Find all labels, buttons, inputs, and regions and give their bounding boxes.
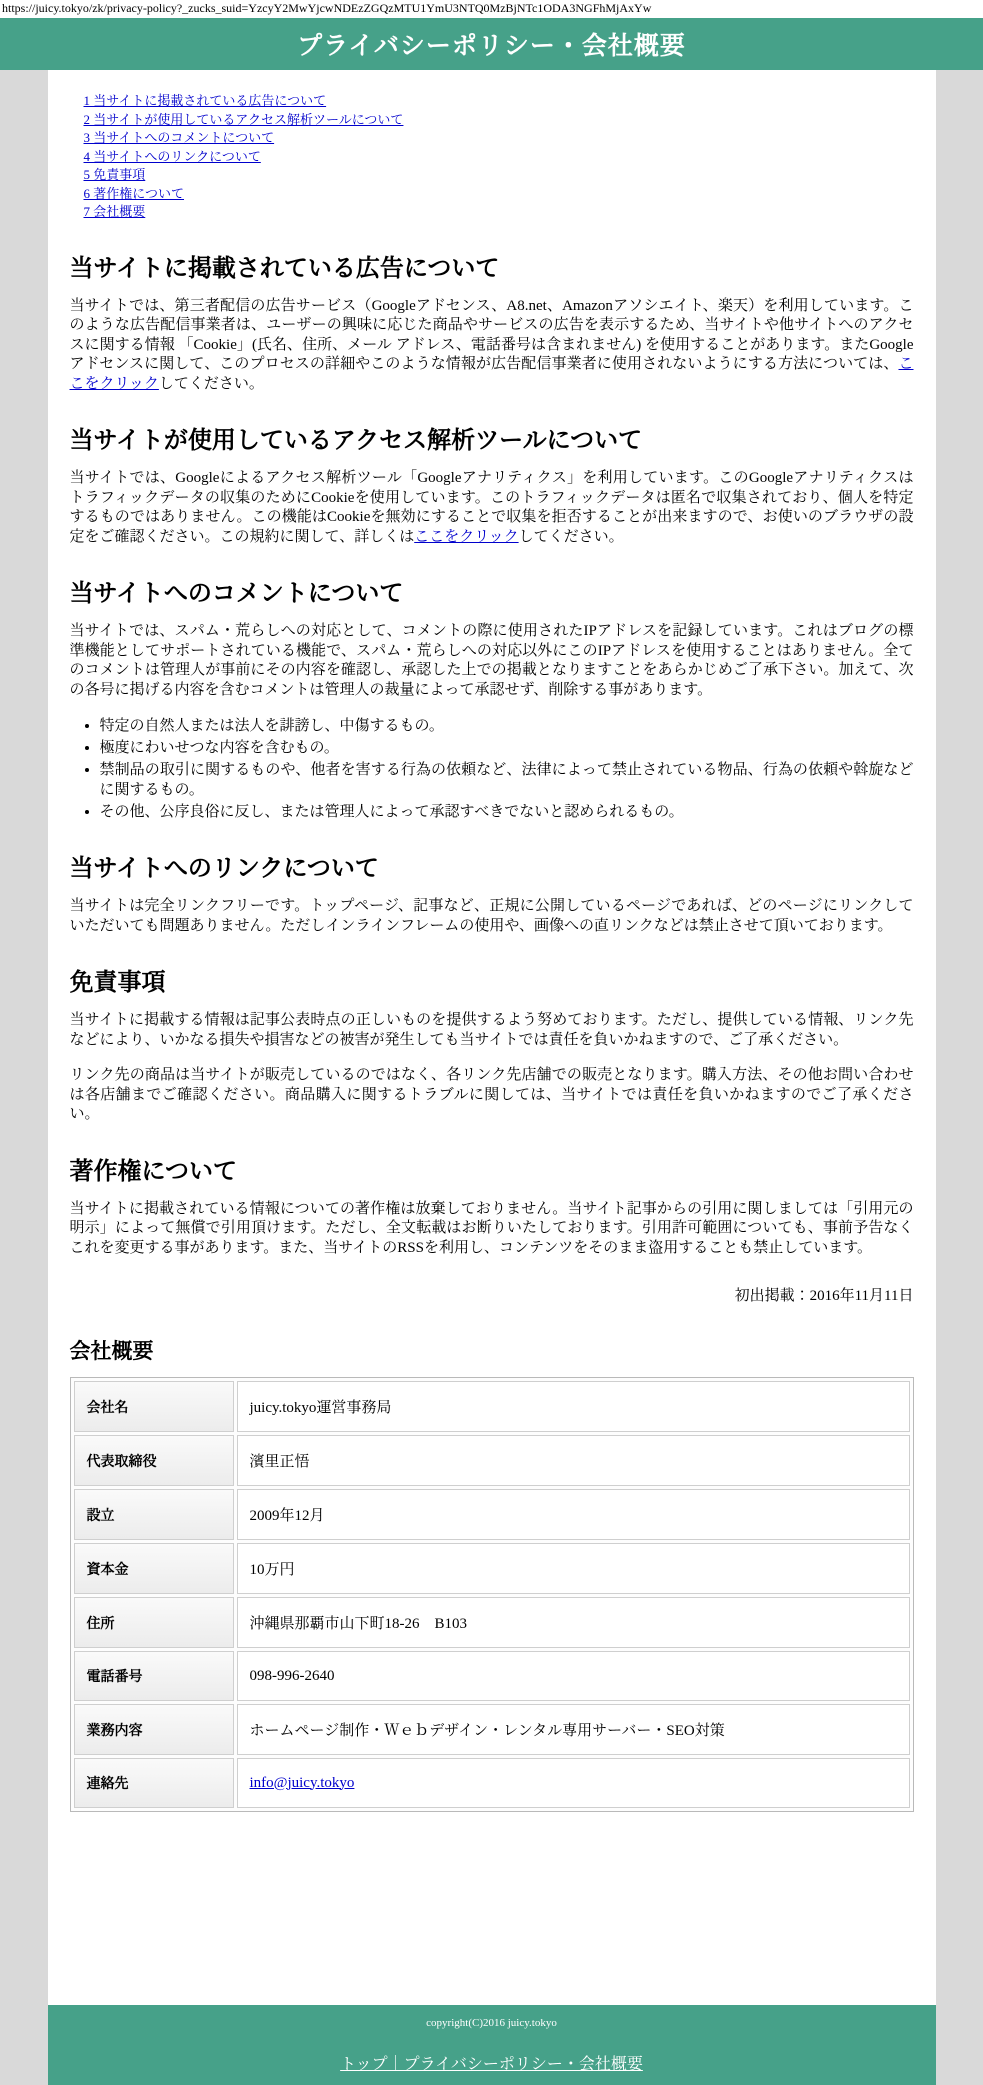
table-row	[74, 1597, 910, 1648]
toc-link-disclaimer[interactable]: 5 免責事項	[83, 167, 146, 182]
toc-link-comments[interactable]: 3 当サイトへのコメントについて	[83, 130, 275, 145]
section-links	[70, 848, 914, 936]
toc-item	[84, 148, 914, 167]
toc-link-company[interactable]: 7 会社概要	[83, 204, 146, 219]
company-row-label: 設立	[74, 1489, 234, 1540]
toc-item	[84, 166, 914, 185]
section-links-paragraph: 当サイトは完全リンクフリーです。トップページ、記事など、正規に公開しているページであれば、どのページにリンクしていただいても問題ありません。ただしインラインフレームの使用や、画像への直リンクなどは禁止させて頂いております。	[69, 898, 914, 934]
section-ads	[70, 248, 914, 395]
toc-link-copyright[interactable]: 6 著作権について	[83, 185, 184, 201]
company-row-label: 連絡先	[74, 1758, 234, 1808]
section-company	[70, 1335, 914, 1812]
company-row-label: 資本金	[74, 1543, 234, 1594]
section-disclaimer	[70, 962, 914, 1125]
section-analytics-text: 当サイトでは、Googleによるアクセス解析ツール「Googleアナリティクス」を利用しています。このGoogleアナリティクスはトラフィックデータの収集のためにCookieを使用しています。このトラフィックデータは匿名で収集されており、個人を特定するものではありません。この機能はCookieを無効にすることで収集を拒否することが出来ますので、お使いのブラウザの設定をご確認ください。この規約に関して、詳しくは	[69, 470, 914, 545]
section-ads-text-after: してください。	[158, 375, 264, 392]
company-row-value: 098-996-2640	[237, 1651, 910, 1701]
company-row-label: 会社名	[74, 1381, 234, 1432]
section-copyright-paragraph: 当サイトに掲載されている情報についての著作権は放棄しておりません。当サイト記事からの引用に関しましては「引用元の明示」によって無償で引用頂けます。ただし、全文転載はお断りいたしております。引用許可範囲についても、事前予告なくこれを変更する事があります。また、当サイトのRSSを利用し、コンテンツをそのまま盗用することも禁止しています。	[69, 1200, 914, 1256]
toc-item	[84, 203, 914, 222]
section-disclaimer-paragraph-1: 当サイトに掲載する情報は記事公表時点の正しいものを提供するよう努めております。ただし、提供している情報、リンク先などにより、いかなる損失や損害などの被害が発生しても当サイトでは責任を負いかねますので、ご了承ください。	[69, 1012, 914, 1048]
page-footer	[48, 2005, 936, 2085]
table-of-contents	[84, 92, 914, 222]
adsense-optout-link[interactable]: ここをクリック	[69, 356, 914, 392]
section-links-heading: 当サイトへのリンクについて	[69, 855, 379, 882]
table-row	[74, 1758, 910, 1808]
table-row	[74, 1704, 910, 1755]
company-info-table	[70, 1377, 914, 1812]
section-analytics	[70, 420, 914, 547]
toc-item	[84, 111, 914, 130]
section-comments-heading: 当サイトへのコメントについて	[69, 580, 404, 607]
comment-rule-item: • 禁制品の取引に関するものや、他者を害する行為の依頼など、法律によって禁止されている物品、行為の依頼や斡旋などに関するもの。	[100, 760, 914, 800]
browser-url-text: https://juicy.tokyo/zk/privacy-policy?_zucks_suid=YzcyY2MwYjcwNDEzZGQzMTU1YmU3NTQ0MzBjNTc1ODA3NGFhMjAxYw	[0, 0, 983, 18]
table-row	[74, 1651, 910, 1701]
comment-rules-list	[100, 716, 914, 822]
footer-nav-link[interactable]: トップ｜プライバシーポリシー・会社概要	[340, 2056, 643, 2073]
company-row-label: 電話番号	[74, 1651, 234, 1701]
table-row	[74, 1435, 910, 1486]
company-row-value: juicy.tokyo運営事務局	[237, 1381, 910, 1432]
toc-item	[84, 185, 914, 204]
section-comments-paragraph: 当サイトでは、スパム・荒らしへの対応として、コメントの際に使用されたIPアドレスを記録しています。これはブログの標準機能としてサポートされている機能で、スパム・荒らしへの対応以外にこのIPアドレスを使用することはありません。全てのコメントは管理人が事前にその内容を確認し、承認した上での掲載となりますことをあらかじめご了承下さい。加えて、次の各号に掲げる内容を含むコメントは管理人の裁量によって承認せず、削除する事があります。	[69, 623, 914, 698]
company-row-value	[237, 1758, 910, 1808]
company-row-label: 住所	[74, 1597, 234, 1648]
company-row-value: 2009年12月	[237, 1489, 910, 1540]
toc-item	[84, 92, 914, 111]
company-row-value: 沖縄県那覇市山下町18-26 B103	[237, 1597, 910, 1648]
section-analytics-text-after: してください。	[518, 528, 624, 545]
toc-link-analytics[interactable]: 2 当サイトが使用しているアクセス解析ツールについて	[83, 111, 404, 127]
section-analytics-paragraph	[70, 469, 914, 547]
page-title: プライバシーポリシー・会社概要	[297, 32, 686, 60]
section-copyright-heading: 著作権について	[69, 1157, 238, 1185]
toc-item	[84, 129, 914, 148]
analytics-terms-link[interactable]: ここをクリック	[414, 528, 519, 545]
comment-rule-item: • 特定の自然人または法人を誹謗し、中傷するもの。	[100, 716, 914, 736]
company-row-value: ホームページ制作・Ｗｅｂデザイン・レンタル専用サーバー・SEO対策	[237, 1704, 910, 1755]
footer-copyright: copyright(C)2016 juicy.tokyo	[426, 2017, 557, 2029]
company-row-value: 10万円	[237, 1543, 910, 1594]
comment-rule-item: • 極度にわいせつな内容を含むもの。	[100, 738, 914, 758]
section-comments	[70, 573, 914, 822]
table-row	[74, 1543, 910, 1594]
comment-rule-item: • その他、公序良俗に反し、または管理人によって承認すべきでないと認められるもの。	[100, 802, 914, 822]
section-analytics-heading: 当サイトが使用しているアクセス解析ツールについて	[69, 427, 643, 454]
section-ads-paragraph	[70, 297, 914, 395]
page-header	[0, 18, 983, 70]
toc-link-links[interactable]: 4 当サイトへのリンクについて	[83, 148, 261, 164]
company-row-label: 業務内容	[74, 1704, 234, 1755]
table-row	[74, 1381, 910, 1432]
section-ads-text: 当サイトでは、第三者配信の広告サービス（Googleアドセンス、A8.net、Amazonアソシエイト、楽天）を利用しています。このような広告配信事業者は、ユーザーの興味に応じた商品やサービスの広告を表示するため、当サイトや他サイトへのアクセスに関する情報 「Cookie」(氏名、住所、メール アドレス、電話番号は含まれません) を使用することがあります。またGoogleアドセンスに関して、このプロセスの詳細やこのような情報が広告配信事業者に使用されないようにする方法については、	[69, 297, 914, 372]
section-disclaimer-heading: 免責事項	[69, 969, 166, 996]
section-disclaimer-paragraph-2: リンク先の商品は当サイトが販売しているのではなく、各リンク先店舗での販売となります。購入方法、その他お問い合わせは各店舗までご確認ください。商品購入に関するトラブルに関しては、当サイトでは責任を負いかねますのでご了承ください。	[69, 1067, 914, 1122]
section-copyright	[70, 1151, 914, 1306]
first-published-date: 初出掲載：2016年11月11日	[734, 1288, 914, 1304]
company-row-value: 濱里正悟	[237, 1435, 910, 1486]
contact-email-link[interactable]: info@juicy.tokyo	[249, 1774, 355, 1791]
toc-link-ads[interactable]: 1 当サイトに掲載されている広告について	[83, 93, 327, 108]
company-row-label: 代表取締役	[74, 1435, 234, 1486]
section-ads-heading: 当サイトに掲載されている広告について	[69, 254, 500, 282]
table-row	[74, 1489, 910, 1540]
company-heading: 会社概要	[69, 1340, 154, 1363]
content-area	[48, 70, 936, 2005]
